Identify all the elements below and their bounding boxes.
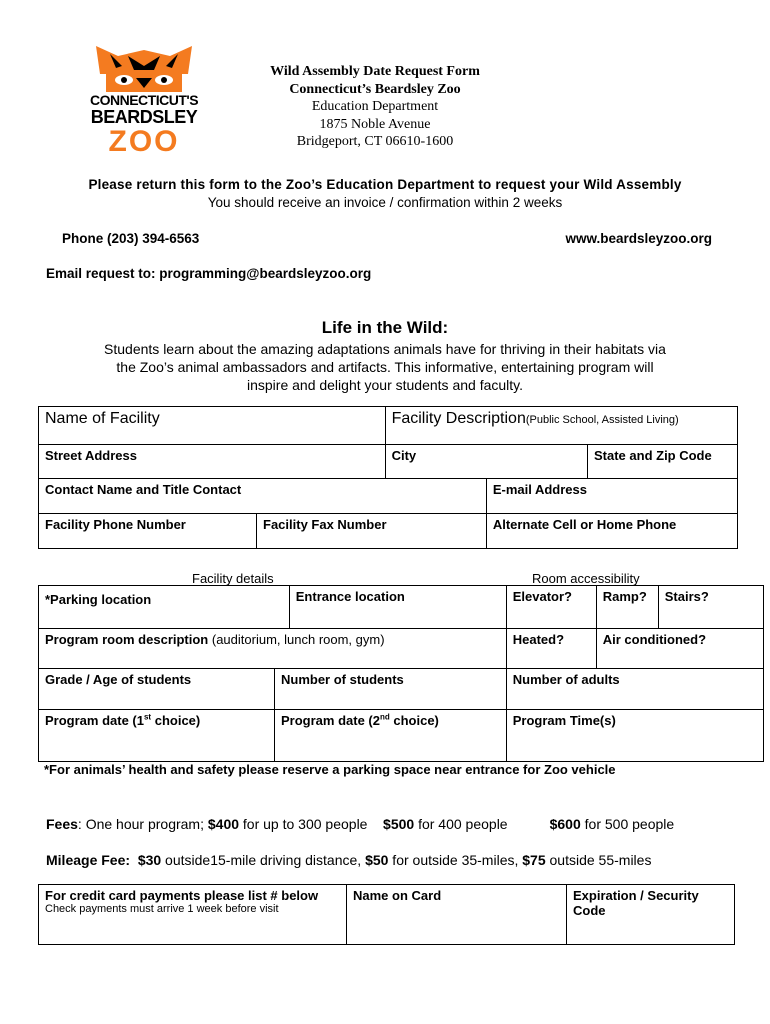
stairs-label: Stairs?: [664, 589, 709, 604]
facility-table: [38, 406, 738, 549]
details-table: [38, 585, 764, 762]
num-students-label: Number of students: [281, 672, 404, 687]
city-field[interactable]: [385, 445, 587, 479]
program-description: Students learn about the amazing adaptations animals have for thriving in their habitats via the Zoo’s animal ambassadors and artifacts. This informative, entertaining program will inspire and delight your students and faculty.: [104, 341, 666, 393]
street-address-field[interactable]: [39, 445, 386, 479]
expiration-label: Expiration / Security Code: [573, 888, 699, 918]
grade-field[interactable]: [39, 669, 275, 710]
num-students-field[interactable]: [275, 669, 507, 710]
stairs-field[interactable]: [658, 586, 763, 629]
program-time-label: Program Time(s): [512, 713, 616, 728]
form-title: Wild Assembly Date Request Form: [270, 64, 480, 79]
city-label: City: [391, 448, 417, 463]
logo-line1: CONNECTICUT'S: [90, 92, 199, 108]
elevator-label: Elevator?: [512, 589, 572, 604]
facility-name-label: Name of Facility: [45, 410, 160, 427]
card-number-field[interactable]: [39, 885, 347, 945]
facility-description-label: Facility Description: [391, 410, 526, 427]
grade-label: Grade / Age of students: [45, 672, 192, 687]
contact-name-label: Contact Name and Title Contact: [45, 482, 242, 497]
facility-name-field[interactable]: [39, 407, 386, 445]
facility-description-field[interactable]: [385, 407, 737, 445]
logo-line2: BEARDSLEY: [90, 107, 198, 127]
heated-field[interactable]: [506, 629, 596, 669]
room-description-hint: (auditorium, lunch room, gym): [211, 632, 385, 647]
department: Education Department: [311, 99, 439, 114]
facility-fax-label: Facility Fax Number: [263, 517, 387, 532]
facility-description-hint: (Public School, Assisted Living): [525, 414, 679, 426]
parking-note: *For animals’ health and safety please reserve a parking space near entrance for Zoo vehicle: [44, 762, 616, 777]
heated-label: Heated?: [512, 632, 565, 647]
room-description-field[interactable]: [39, 629, 507, 669]
website-link[interactable]: www.beardsleyzoo.org: [565, 231, 712, 246]
intro-line2: You should receive an invoice / confirmation within 2 weeks: [207, 195, 563, 210]
entrance-field[interactable]: [289, 586, 506, 629]
room-description-label: Program room description: [45, 632, 209, 647]
date2-field[interactable]: [275, 710, 507, 762]
ramp-field[interactable]: [596, 586, 658, 629]
email-request[interactable]: Email request to: programming@beardsleyzoo.org: [46, 266, 372, 281]
expiration-field[interactable]: [567, 885, 735, 945]
num-adults-field[interactable]: [506, 669, 763, 710]
alt-phone-label: Alternate Cell or Home Phone: [492, 517, 677, 532]
parking-label: *Parking location: [45, 592, 152, 607]
air-conditioned-label: Air conditioned?: [602, 632, 707, 647]
date2-label: Program date (2nd choice): [281, 713, 439, 729]
date1-field[interactable]: [39, 710, 275, 762]
program-title: Life in the Wild:: [321, 318, 449, 337]
mileage-line: Mileage Fee: $30 outside15-mile driving distance, $50 for outside 35-miles, $75 outside 55-miles: [46, 852, 652, 868]
facility-details-heading: Facility details: [192, 571, 274, 586]
num-adults-label: Number of adults: [512, 672, 620, 687]
email-label: E-mail Address: [492, 482, 587, 497]
fees-line: Fees: One hour program; $400 for up to 300 people $500 for 400 people $600 for 500 people: [46, 816, 675, 832]
date1-label: Program date (1st choice): [45, 713, 201, 729]
email-field[interactable]: [486, 479, 737, 514]
entrance-label: Entrance location: [295, 589, 405, 604]
state-zip-field[interactable]: [588, 445, 738, 479]
payment-table: [38, 884, 735, 945]
parking-field[interactable]: [39, 586, 290, 629]
intro-line1: Please return this form to the Zoo’s Education Department to request your Wild Assembly: [88, 177, 682, 192]
state-zip-label: State and Zip Code: [594, 448, 712, 463]
card-number-label: For credit card payments please list # below: [45, 888, 319, 903]
ramp-label: Ramp?: [602, 589, 647, 604]
org-name: Connecticut’s Beardsley Zoo: [289, 81, 461, 97]
zoo-logo: [88, 44, 200, 160]
facility-phone-field[interactable]: [39, 514, 257, 549]
elevator-field[interactable]: [506, 586, 596, 629]
air-conditioned-field[interactable]: [596, 629, 763, 669]
check-note: Check payments must arrive 1 week before visit: [45, 903, 279, 915]
street-address-label: Street Address: [45, 448, 137, 463]
logo-line3: ZOO: [108, 125, 180, 158]
program-time-field[interactable]: [506, 710, 763, 762]
name-on-card-label: Name on Card: [353, 888, 442, 903]
contact-name-field[interactable]: [39, 479, 487, 514]
header-address: [230, 63, 520, 151]
facility-fax-field[interactable]: [257, 514, 487, 549]
room-accessibility-heading: Room accessibility: [532, 571, 640, 586]
phone: Phone (203) 394-6563: [62, 231, 200, 246]
city-address: Bridgeport, CT 06610-1600: [296, 134, 454, 149]
facility-phone-label: Facility Phone Number: [45, 517, 186, 532]
name-on-card-field[interactable]: [347, 885, 567, 945]
alt-phone-field[interactable]: [486, 514, 737, 549]
street-address: 1875 Noble Avenue: [319, 116, 431, 132]
